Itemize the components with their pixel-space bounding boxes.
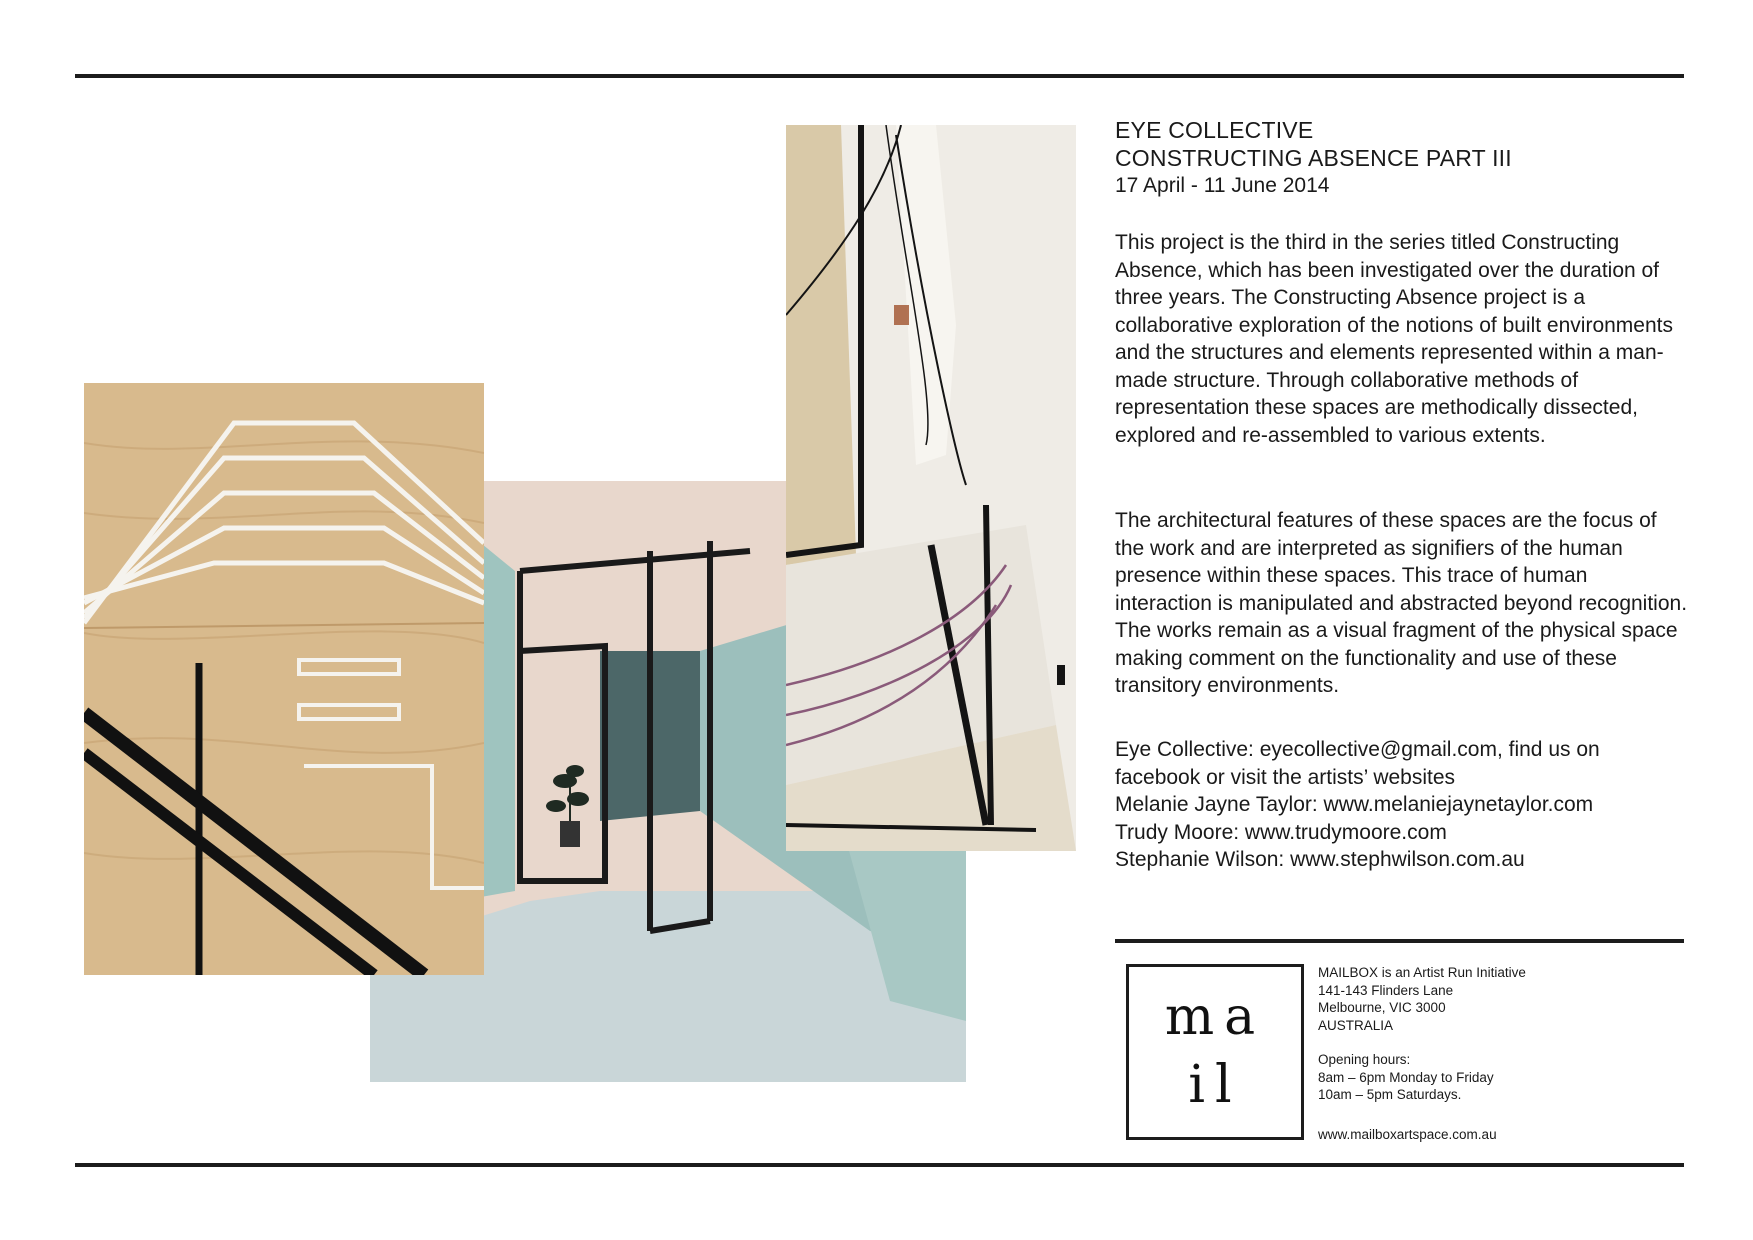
info-divider [1115,939,1684,943]
wall-artwork-image [786,125,1076,851]
top-rule [75,74,1684,78]
contact-line-stephanie[interactable]: Stephanie Wilson: www.stephwilson.com.au [1115,848,1525,871]
logo-row-1: ma [1164,987,1266,1047]
plywood-artwork-image [84,383,484,975]
contact-line-facebook: facebook or visit the artists’ websites [1115,765,1456,789]
collective-title: EYE COLLECTIVE [1115,117,1314,143]
gallery-address-city: Melbourne, VIC 3000 [1318,1000,1446,1015]
exhibition-dates: 17 April - 11 June 2014 [1115,174,1330,197]
contact-line-melanie[interactable]: Melanie Jayne Taylor: www.melaniejaynetaylor.com [1115,793,1594,816]
contact-block [1115,736,1695,874]
opening-hours-weekday: 8am – 6pm Monday to Friday [1318,1069,1494,1085]
contact-line-trudy[interactable]: Trudy Moore: www.trudymoore.com [1115,820,1447,844]
description-paragraph-1: This project is the third in the series titled Constructing Absence, which has been investigated over the duration of three years. The Constructing Absence project is a collaborative exploration of the notions of built environments and the structures and elements represented within a man-made structure. Through collaborative methods of representation these spaces are methodically dissected, explored and re-assembled to various extents. [1115,231,1673,447]
gallery-address-street: 141-143 Flinders Lane [1318,982,1454,998]
mailbox-logo [1126,964,1304,1140]
opening-hours-saturday: 10am – 5pm Saturdays. [1318,1087,1462,1102]
logo-row-2: il [1188,1055,1242,1115]
exhibition-title: CONSTRUCTING ABSENCE PART III [1115,145,1512,171]
opening-hours-label: Opening hours: [1318,1052,1411,1067]
gallery-address-country: AUSTRALIA [1318,1017,1394,1033]
exhibition-header [1115,116,1690,200]
gallery-website-link[interactable]: www.mailboxartspace.com.au [1318,1126,1497,1142]
description-paragraph-2: The architectural features of these spaces are the focus of the work and are interpreted as signifiers of the human presence within these spaces. This trace of human interaction is manipulated and abstracted beyond recognition. The works remain as a visual fragment of the physical space making comment on the functionality and use of these transitory environments. [1115,509,1688,697]
gallery-description: MAILBOX is an Artist Run Initiative [1318,965,1526,980]
gallery-info [1318,964,1678,1143]
bottom-rule [75,1163,1684,1167]
contact-line-email[interactable]: Eye Collective: eyecollective@gmail.com, find us on [1115,738,1600,761]
